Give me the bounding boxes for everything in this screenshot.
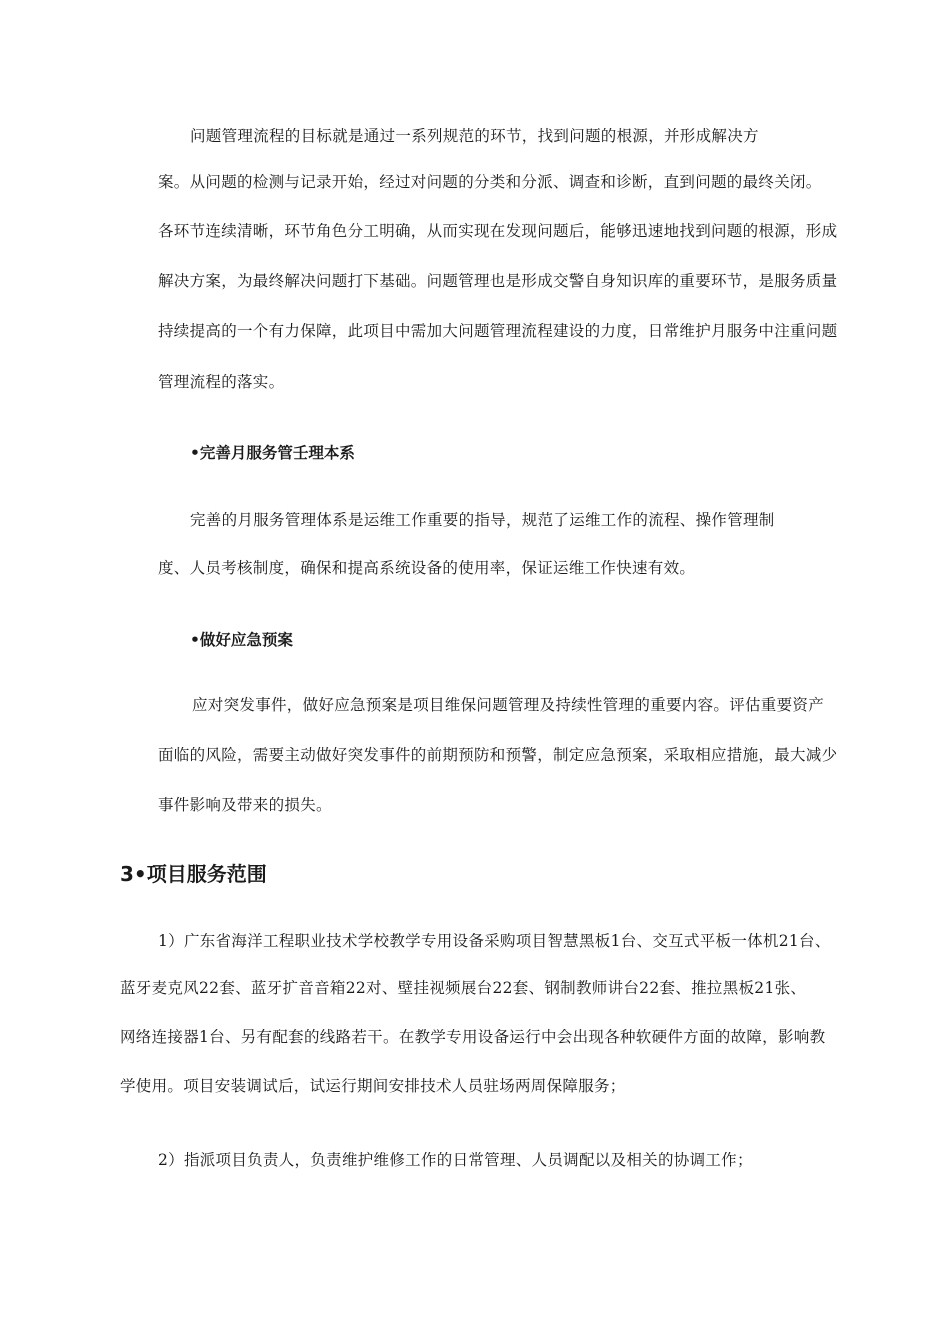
problem-mgmt-line-6: 管理流程的落实。 <box>158 373 285 391</box>
item-1-line-1: 1）广东省海洋工程职业技术学校教学专用设备采购项目智慧黑板1台、交互式平板一体机21台、 <box>158 932 831 950</box>
item-1-line-3: 网络连接器1台、另有配套的线路若干。在教学专用设备运行中会出现各种软硬件方面的故障，影响教 <box>120 1028 826 1046</box>
problem-mgmt-line-2: 案。从问题的检测与记录开始，经过对问题的分类和分派、调查和诊断，直到问题的最终关闭。 <box>158 173 822 191</box>
item-2-line-1: 2）指派项目负责人，负责维护维修工作的日常管理、人员调配以及相关的协调工作； <box>158 1151 753 1169</box>
emergency-line-2: 面临的风险，需要主动做好突发事件的前期预防和预警，制定应急预案，采取相应措施，最大减少 <box>158 746 838 764</box>
emergency-line-3: 事件影响及带来的损失。 <box>158 796 332 814</box>
problem-mgmt-line-4: 解决方案，为最终解决问题打下基础。问题管理也是形成交警自身知识库的重要环节，是服务质量 <box>158 272 838 290</box>
item-1-line-2: 蓝牙麦克风22套、蓝牙扩音音箱22对、壁挂视频展台22套、钢制教师讲台22套、推拉黑板21张、 <box>120 979 807 997</box>
monthly-service-line-1: 完善的月服务管理体系是运维工作重要的指导，规范了运维工作的流程、操作管理制 <box>190 511 775 529</box>
problem-mgmt-line-5: 持续提高的一个有力保障，此项目中需加大问题管理流程建设的力度，日常维护月服务中注重问题 <box>158 322 838 340</box>
heading-emergency: •做好应急预案 <box>190 631 293 649</box>
section-title-service-scope: 3•项目服务范围 <box>120 862 267 886</box>
item-1-line-4: 学使用。项目安装调试后，试运行期间安排技术人员驻场两周保障服务； <box>120 1077 626 1095</box>
problem-mgmt-line-3: 各环节连续清晰，环节角色分工明确，从而实现在发现问题后，能够迅速地找到问题的根源，形成 <box>158 222 838 240</box>
problem-mgmt-line-1: 问题管理流程的目标就是通过一系列规范的环节，找到问题的根源，并形成解决方 <box>190 127 759 145</box>
emergency-line-1: 应对突发事件，做好应急预案是项目维保问题管理及持续性管理的重要内容。评估重要资产 <box>192 696 825 714</box>
heading-monthly-service: •完善月服务管壬理本系 <box>190 444 355 462</box>
monthly-service-line-2: 度、人员考核制度，确保和提高系统设备的使用率，保证运维工作快速有效。 <box>158 559 696 577</box>
